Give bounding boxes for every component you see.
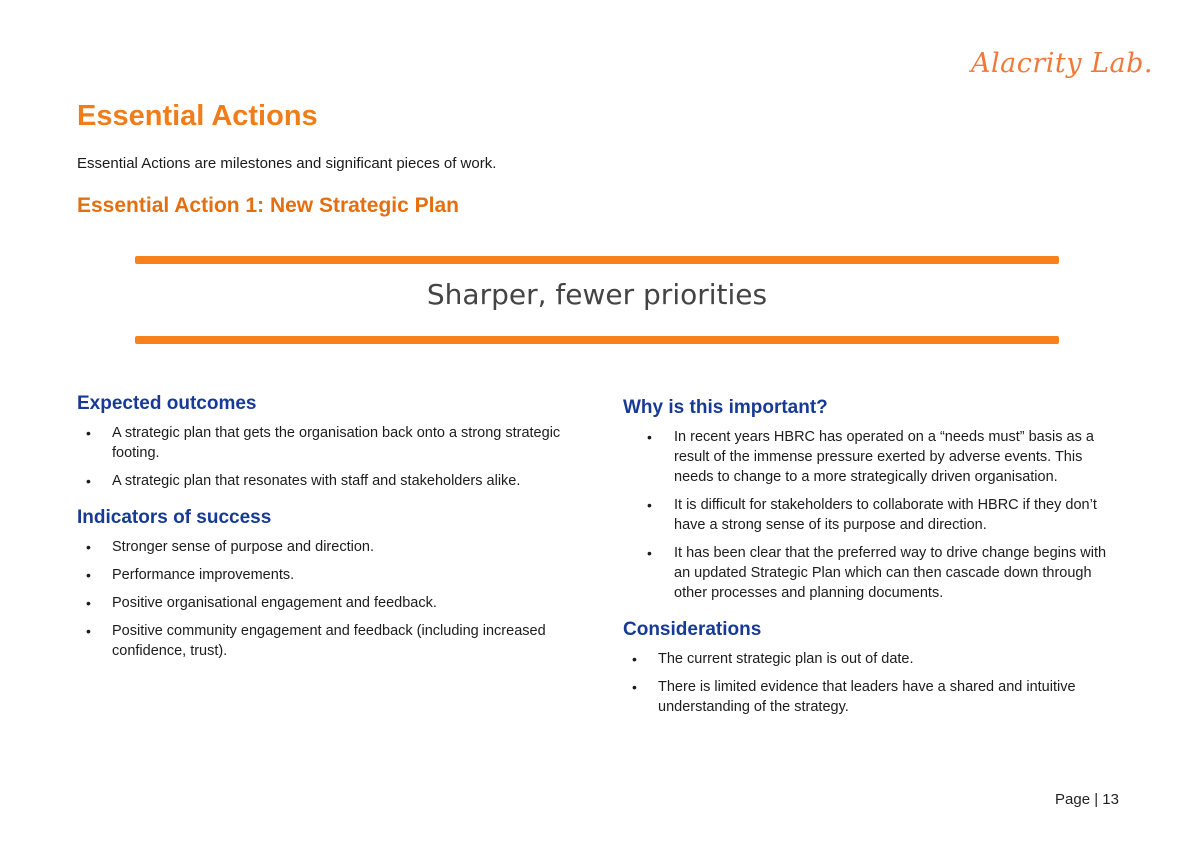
section-subheading: Essential Action 1: New Strategic Plan bbox=[77, 194, 459, 217]
page-number: Page | 13 bbox=[1055, 791, 1119, 808]
list-item-text: A strategic plan that gets the organisation back onto a strong strategic footing. bbox=[112, 425, 561, 461]
why-important-title: Why is this important? bbox=[623, 397, 828, 418]
list-item-text: There is limited evidence that leaders have a shared and intuitive understanding of the strategy. bbox=[658, 679, 1076, 715]
list-item-text: A strategic plan that resonates with staff and stakeholders alike. bbox=[112, 473, 521, 489]
bullet: • bbox=[647, 497, 652, 513]
list-item-text: It is difficult for stakeholders to collaborate with HBRC if they don’t have a strong sense of its purpose and direction. bbox=[674, 497, 1097, 533]
bullet: • bbox=[632, 679, 637, 695]
list-item-text: It has been clear that the preferred way to drive change begins with an updated Strategic Plan which can then cascade down through other processes and planning documents. bbox=[674, 545, 1107, 601]
bullet: • bbox=[86, 623, 91, 639]
banner-text: Sharper, fewer priorities bbox=[426, 278, 768, 311]
list-item-text: Positive organisational engagement and feedback. bbox=[112, 595, 437, 611]
considerations-title: Considerations bbox=[623, 619, 762, 640]
list-item bbox=[77, 423, 567, 463]
list-item-text: The current strategic plan is out of date. bbox=[658, 651, 914, 667]
intro-text: Essential Actions are milestones and significant pieces of work. bbox=[77, 155, 497, 172]
why-important-list bbox=[623, 427, 1123, 603]
list-item bbox=[77, 565, 567, 585]
list-item bbox=[77, 471, 567, 491]
list-item-text: Positive community engagement and feedback (including increased confidence, trust). bbox=[112, 623, 546, 659]
list-item-text: Performance improvements. bbox=[112, 567, 295, 583]
bullet: • bbox=[647, 545, 652, 561]
list-item bbox=[77, 593, 567, 613]
list-item bbox=[77, 621, 567, 661]
bullet: • bbox=[647, 429, 652, 445]
bullet: • bbox=[86, 539, 91, 555]
list-item bbox=[623, 543, 1123, 603]
list-item-text: Stronger sense of purpose and direction. bbox=[112, 539, 374, 555]
expected-outcomes-list bbox=[77, 423, 567, 491]
list-item bbox=[77, 537, 567, 557]
left-column bbox=[77, 393, 567, 677]
bullet: • bbox=[86, 473, 91, 489]
bullet: • bbox=[86, 595, 91, 611]
list-item bbox=[623, 495, 1123, 535]
banner-bottom-rule bbox=[135, 336, 1059, 344]
indicators-list bbox=[77, 537, 567, 661]
bullet: • bbox=[86, 425, 91, 441]
banner-top-rule bbox=[135, 256, 1059, 264]
bullet: • bbox=[632, 651, 637, 667]
list-item bbox=[623, 649, 1123, 669]
considerations-list bbox=[623, 649, 1123, 717]
list-item-text: In recent years HBRC has operated on a “needs must” basis as a result of the immense pressure exerted by adverse events. This needs to change to a more strategically driven organisation. bbox=[674, 429, 1094, 485]
list-item bbox=[623, 427, 1123, 487]
list-item bbox=[623, 677, 1123, 717]
expected-outcomes-title: Expected outcomes bbox=[77, 393, 257, 414]
page-heading: Essential Actions bbox=[77, 100, 318, 132]
brand-logo: Alacrity Lab. bbox=[971, 48, 1153, 79]
indicators-title: Indicators of success bbox=[77, 507, 272, 528]
bullet: • bbox=[86, 567, 91, 583]
right-column bbox=[623, 397, 1123, 733]
